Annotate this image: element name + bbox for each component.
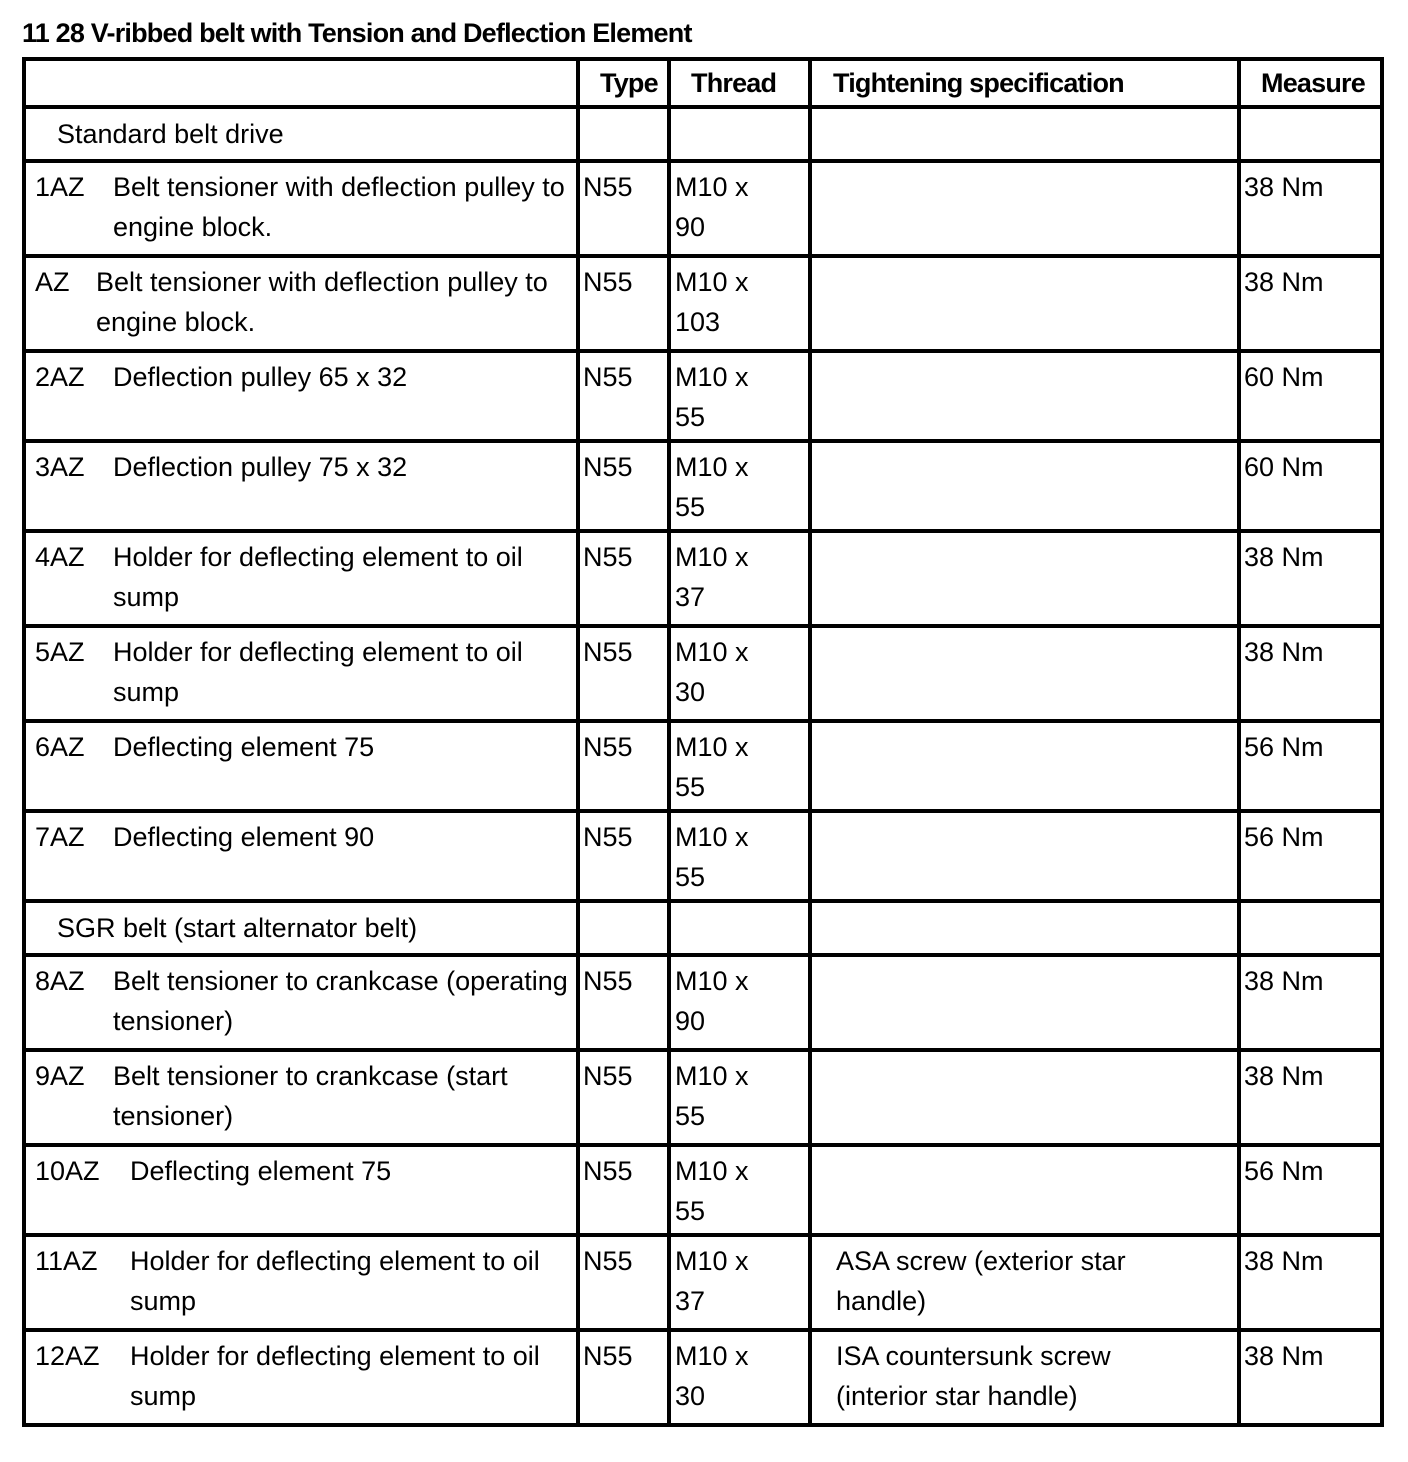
description-cell xyxy=(24,1235,578,1330)
empty-cell xyxy=(1239,107,1382,161)
description-cell xyxy=(24,441,578,531)
measure-cell: 60 Nm xyxy=(1239,441,1382,531)
description-cell xyxy=(24,256,578,351)
position-label: 9AZ xyxy=(35,1061,85,1091)
document-title: 11 28 V-ribbed belt with Tension and Deflection Element xyxy=(22,18,692,48)
thread-cell: M10 x 30 xyxy=(669,626,810,721)
empty-cell xyxy=(669,107,810,161)
description-text: Holder for deflecting element to oil sump xyxy=(130,1246,540,1316)
empty-cell xyxy=(810,901,1239,955)
spec-cell xyxy=(810,955,1239,1050)
thread-cell: M10 x 37 xyxy=(669,1235,810,1330)
type-cell: N55 xyxy=(578,256,669,351)
empty-cell xyxy=(578,107,669,161)
description-cell xyxy=(24,351,578,441)
position-label: 6AZ xyxy=(35,732,85,762)
type-cell: N55 xyxy=(578,811,669,901)
measure-cell: 38 Nm xyxy=(1239,1050,1382,1145)
position-label: 4AZ xyxy=(35,542,85,572)
measure-cell: 38 Nm xyxy=(1239,1235,1382,1330)
table-row xyxy=(24,955,1382,1050)
description-text: Holder for deflecting element to oil sump xyxy=(113,542,523,612)
spec-cell xyxy=(810,626,1239,721)
position-label: 10AZ xyxy=(35,1156,100,1186)
table-row xyxy=(24,721,1382,811)
type-cell: N55 xyxy=(578,626,669,721)
table-header-row xyxy=(24,59,1382,107)
description-text: Deflecting element 75 xyxy=(130,1156,392,1186)
measure-cell: 38 Nm xyxy=(1239,955,1382,1050)
thread-cell: M10 x 55 xyxy=(669,811,810,901)
position-label: AZ xyxy=(35,267,70,297)
description-cell xyxy=(24,1145,578,1235)
position-label: 12AZ xyxy=(35,1341,100,1371)
type-cell: N55 xyxy=(578,721,669,811)
position-label: 1AZ xyxy=(35,172,85,202)
description-cell xyxy=(24,1330,578,1425)
measure-cell: 38 Nm xyxy=(1239,161,1382,256)
measure-cell: 56 Nm xyxy=(1239,721,1382,811)
measure-cell: 56 Nm xyxy=(1239,811,1382,901)
type-cell: N55 xyxy=(578,1330,669,1425)
table-body xyxy=(24,107,1382,1425)
thread-cell: M10 x 55 xyxy=(669,441,810,531)
section-row xyxy=(24,107,1382,161)
measure-cell: 60 Nm xyxy=(1239,351,1382,441)
spec-cell xyxy=(810,1050,1239,1145)
description-cell xyxy=(24,955,578,1050)
spec-cell xyxy=(810,1145,1239,1235)
spec-cell xyxy=(810,351,1239,441)
description-text: Belt tensioner with deflection pulley to engine block. xyxy=(113,172,565,242)
thread-cell: M10 x 55 xyxy=(669,1050,810,1145)
header-tightening-specification: Tightening specification xyxy=(810,59,1239,107)
table-row xyxy=(24,1145,1382,1235)
description-cell xyxy=(24,811,578,901)
spec-cell: ISA countersunk screw (interior star handle) xyxy=(810,1330,1239,1425)
thread-cell: M10 x 55 xyxy=(669,721,810,811)
empty-cell xyxy=(669,901,810,955)
header-thread: Thread xyxy=(669,59,810,107)
description-cell xyxy=(24,1050,578,1145)
spec-cell xyxy=(810,161,1239,256)
table-row xyxy=(24,1235,1382,1330)
spec-cell xyxy=(810,721,1239,811)
spec-cell xyxy=(810,811,1239,901)
type-cell: N55 xyxy=(578,1050,669,1145)
position-label: 2AZ xyxy=(35,362,85,392)
table-row xyxy=(24,626,1382,721)
table-row xyxy=(24,351,1382,441)
table-row xyxy=(24,256,1382,351)
thread-cell: M10 x 90 xyxy=(669,161,810,256)
type-cell: N55 xyxy=(578,351,669,441)
section-label: SGR belt (start alternator belt) xyxy=(24,901,578,955)
position-label: 7AZ xyxy=(35,822,85,852)
header-measure: Measure xyxy=(1239,59,1382,107)
thread-cell: M10 x 37 xyxy=(669,531,810,626)
table-row xyxy=(24,531,1382,626)
type-cell: N55 xyxy=(578,955,669,1050)
spec-cell xyxy=(810,256,1239,351)
empty-cell xyxy=(578,901,669,955)
section-label: Standard belt drive xyxy=(24,107,578,161)
table-row xyxy=(24,1330,1382,1425)
description-text: Belt tensioner to crankcase (operating tensioner) xyxy=(113,966,568,1036)
thread-cell: M10 x 90 xyxy=(669,955,810,1050)
section-row xyxy=(24,901,1382,955)
measure-cell: 38 Nm xyxy=(1239,256,1382,351)
type-cell: N55 xyxy=(578,441,669,531)
position-label: 11AZ xyxy=(35,1246,98,1276)
type-cell: N55 xyxy=(578,1235,669,1330)
spec-cell: ASA screw (exterior star handle) xyxy=(810,1235,1239,1330)
thread-cell: M10 x 103 xyxy=(669,256,810,351)
spec-cell xyxy=(810,531,1239,626)
description-text: Belt tensioner to crankcase (start tensioner) xyxy=(113,1061,508,1131)
measure-cell: 38 Nm xyxy=(1239,626,1382,721)
header-description xyxy=(24,59,578,107)
empty-cell xyxy=(1239,901,1382,955)
description-cell xyxy=(24,161,578,256)
table-row xyxy=(24,811,1382,901)
description-text: Deflection pulley 65 x 32 xyxy=(113,362,408,392)
description-text: Holder for deflecting element to oil sump xyxy=(113,637,523,707)
type-cell: N55 xyxy=(578,1145,669,1235)
type-cell: N55 xyxy=(578,531,669,626)
position-label: 3AZ xyxy=(35,452,85,482)
table-row xyxy=(24,1050,1382,1145)
description-text: Deflecting element 90 xyxy=(113,822,375,852)
empty-cell xyxy=(810,107,1239,161)
measure-cell: 38 Nm xyxy=(1239,1330,1382,1425)
type-cell: N55 xyxy=(578,161,669,256)
description-text: Deflection pulley 75 x 32 xyxy=(113,452,408,482)
description-text: Belt tensioner with deflection pulley to engine block. xyxy=(96,267,548,337)
header-type: Type xyxy=(578,59,669,107)
table-row xyxy=(24,441,1382,531)
table-row xyxy=(24,161,1382,256)
description-text: Holder for deflecting element to oil sump xyxy=(130,1341,540,1411)
description-cell xyxy=(24,721,578,811)
description-cell xyxy=(24,531,578,626)
measure-cell: 38 Nm xyxy=(1239,531,1382,626)
thread-cell: M10 x 55 xyxy=(669,1145,810,1235)
description-cell xyxy=(24,626,578,721)
measure-cell: 56 Nm xyxy=(1239,1145,1382,1235)
thread-cell: M10 x 30 xyxy=(669,1330,810,1425)
thread-cell: M10 x 55 xyxy=(669,351,810,441)
spec-cell xyxy=(810,441,1239,531)
position-label: 8AZ xyxy=(35,966,85,996)
position-label: 5AZ xyxy=(35,637,85,667)
tightening-torque-table xyxy=(22,57,1384,1427)
description-text: Deflecting element 75 xyxy=(113,732,375,762)
